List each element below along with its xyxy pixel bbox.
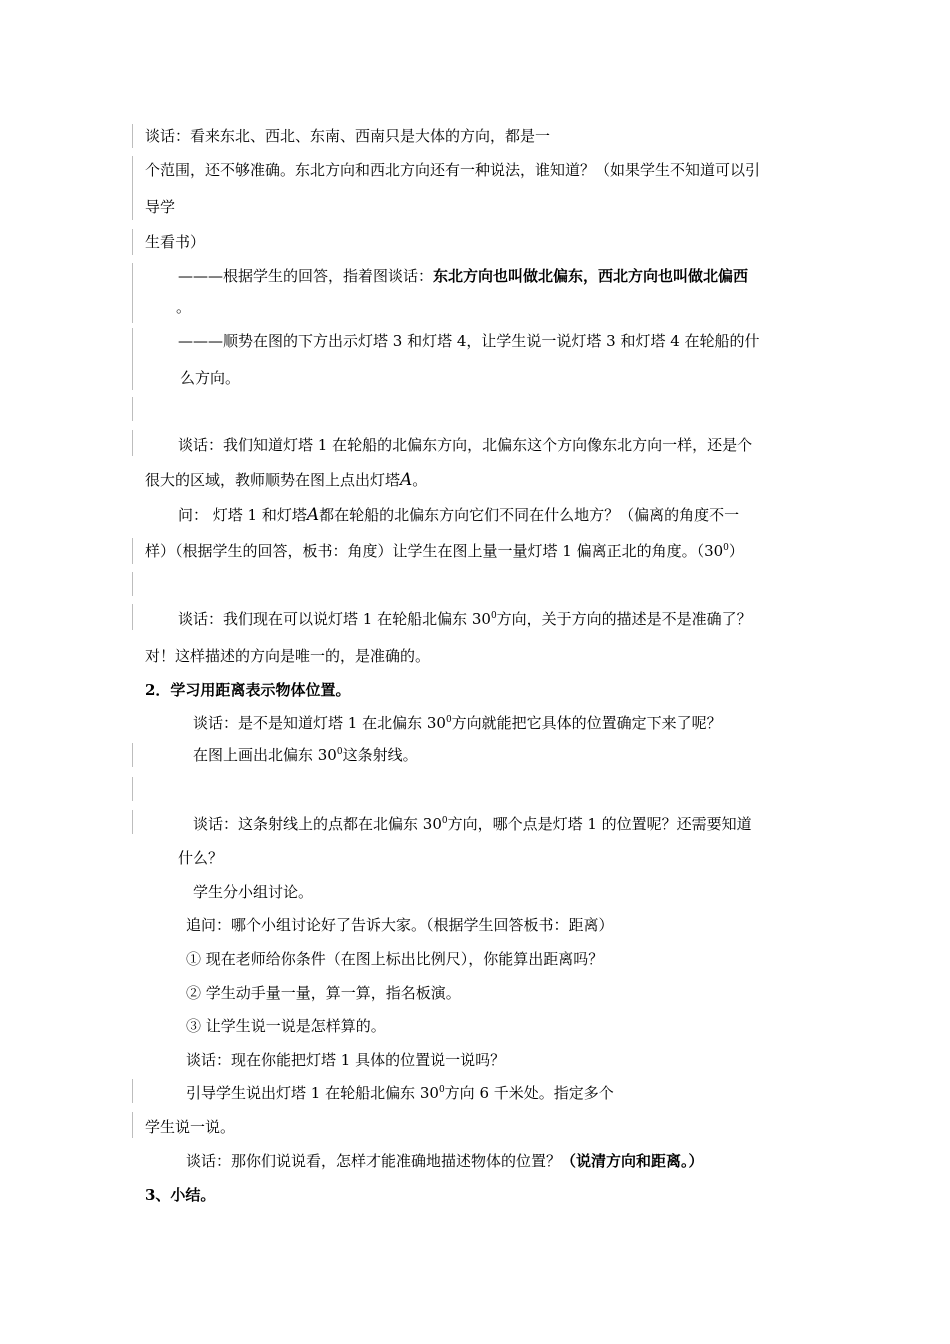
revision-bar: [132, 1079, 133, 1103]
section-heading: 2．学习用距离表示物体位置。: [145, 681, 351, 699]
revision-bar: [132, 229, 133, 255]
variable-a: A: [306, 505, 320, 525]
text-run: 都在轮船的北偏东方向它们不同在什么地方？（偏离的角度不一: [319, 506, 740, 524]
list-item: ② 学生动手量一量，算一算，指名板演。: [186, 984, 461, 1002]
text-run: 这条射线。: [342, 746, 418, 764]
text-run: 很大的区域，教师顺势在图上点出灯塔: [145, 471, 401, 489]
paragraph-line: 学生分小组讨论。: [193, 883, 314, 901]
paragraph-line: 个范围，还不够准确。东北方向和西北方向还有一种说法，谁知道？（如果学生不知道可以引: [145, 161, 761, 179]
revision-bar: [132, 430, 133, 456]
paragraph-line: 么方向。: [180, 369, 241, 387]
paragraph-line: 谈话：现在你能把灯塔 1 具体的位置说一说吗？: [186, 1051, 506, 1069]
paragraph-line: [178, 266, 748, 286]
revision-bar: [132, 124, 133, 148]
revision-bar: [132, 810, 133, 834]
revision-bar: [132, 572, 133, 596]
text-run: 在图上画出北偏东 30: [193, 746, 337, 764]
bold-text: （说清方向和距离。）: [561, 1152, 704, 1170]
paragraph-line: [193, 745, 418, 765]
paragraph-line: [145, 541, 744, 561]
text-run: 谈话：是不是知道灯塔 1 在北偏东 30: [193, 714, 446, 732]
revision-bar: [132, 328, 133, 390]
paragraph-line: [178, 609, 752, 629]
text-run: 方向，关于方向的描述是不是准确了？: [496, 610, 752, 628]
text-run: 方向，哪个点是灯塔 1 的位置呢？还需要知道: [447, 815, 752, 833]
text-run: ）: [728, 542, 744, 560]
text-run: 谈话：我们现在可以说灯塔 1 在轮船北偏东 30: [178, 610, 491, 628]
revision-bar: [132, 263, 133, 323]
paragraph-line: [193, 713, 722, 733]
superscript: 0: [438, 1085, 445, 1095]
text-run: 。: [412, 471, 428, 489]
paragraph-line: 生看书）: [145, 233, 206, 251]
text-run: 谈话：那你们说说看，怎样才能准确地描述物体的位置？: [186, 1152, 562, 1170]
text-run: 引导学生说出灯塔 1 在轮船北偏东 30: [186, 1084, 439, 1102]
superscript: 0: [336, 747, 343, 757]
paragraph-line: 对！这样描述的方向是唯一的，是准确的。: [145, 647, 431, 665]
bold-text: 东北方向也叫做北偏东，西北方向也叫做北偏西: [433, 267, 749, 285]
revision-bar: [132, 777, 133, 801]
text-run: 问： 灯塔 1 和灯塔: [178, 506, 307, 524]
paragraph-line: 。: [176, 298, 192, 316]
list-item: ① 现在老师给你条件（在图上标出比例尺），你能算出距离吗？: [186, 950, 604, 968]
superscript: 0: [445, 715, 452, 725]
paragraph-line: [193, 814, 752, 834]
paragraph-line: ———顺势在图的下方出示灯塔 3 和灯塔 4，让学生说一说灯塔 3 和灯塔 4 在轮船的什: [178, 332, 760, 350]
text-run: 样）（根据学生的回答，板书：角度）让学生在图上量一量灯塔 1 偏离正北的角度。（30: [145, 542, 724, 560]
paragraph-line: [145, 470, 427, 490]
text-run: 方向就能把它具体的位置确定下来了呢？: [451, 714, 722, 732]
revision-bar: [132, 604, 133, 630]
paragraph-line: 什么？: [178, 849, 224, 867]
variable-a: A: [400, 470, 413, 490]
revision-bar: [132, 538, 133, 564]
superscript: 0: [723, 543, 729, 553]
text-run: 谈话：这条射线上的点都在北偏东 30: [193, 815, 442, 833]
paragraph-line: 谈话：看来东北、西北、东南、西南只是大体的方向，都是一: [145, 127, 551, 145]
text-run: 方向 6 千米处。指定多个: [444, 1084, 614, 1102]
section-heading: 3、小结。: [145, 1186, 216, 1204]
paragraph-line: 学生说一说。: [145, 1118, 236, 1136]
text-run: ———根据学生的回答，指着图谈话：: [178, 267, 434, 285]
revision-bar: [132, 1112, 133, 1138]
superscript: 0: [441, 816, 448, 826]
paragraph-line: [186, 1083, 614, 1103]
paragraph-line: 追问：哪个小组讨论好了告诉大家。（根据学生回答板书：距离）: [186, 916, 614, 934]
revision-bar: [132, 743, 133, 767]
paragraph-line: 导学: [145, 198, 176, 216]
revision-bar: [132, 397, 133, 421]
list-item: ③ 让学生说一说是怎样算的。: [186, 1017, 386, 1035]
superscript: 0: [490, 611, 497, 621]
paragraph-line: [186, 1151, 704, 1171]
revision-bar: [132, 156, 133, 220]
paragraph-line: 谈话：我们知道灯塔 1 在轮船的北偏东方向，北偏东这个方向像东北方向一样，还是个: [178, 436, 753, 454]
paragraph-line: [178, 505, 739, 525]
